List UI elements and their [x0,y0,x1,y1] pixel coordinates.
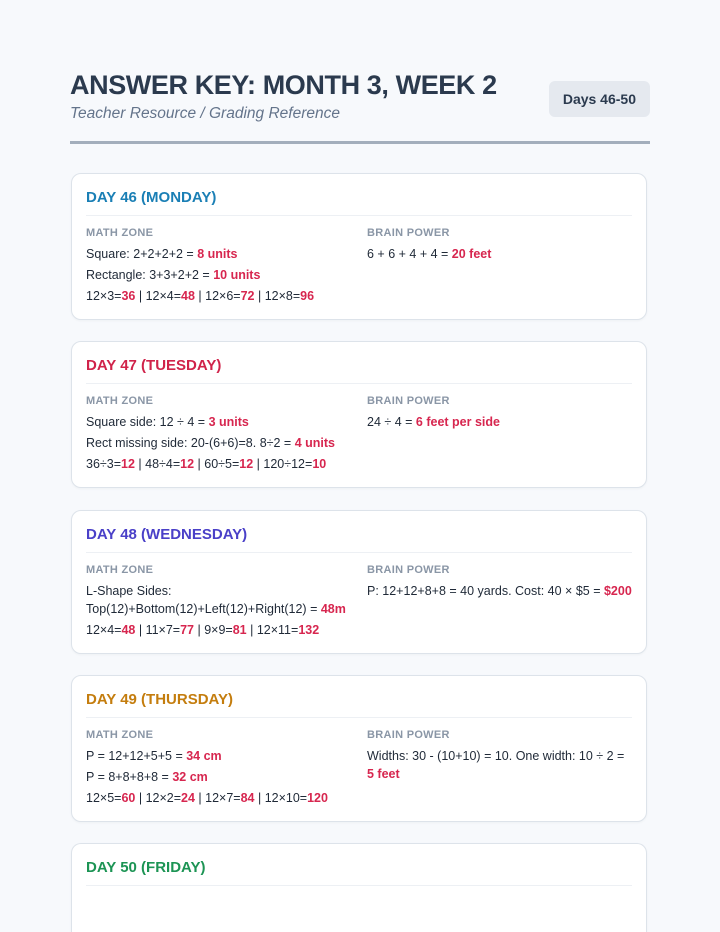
problem-text: 36÷3= [86,457,122,471]
card-divider [86,885,632,886]
math-zone-label: MATH ZONE [86,564,154,576]
answer-value: 10 [312,457,327,471]
problem-text: 6 + 6 + 4 + 4 = [367,247,452,261]
math-zone-lines [86,582,367,639]
answer-value: 60 [121,791,136,805]
problem-text: L-Shape Sides: Top(12)+Bottom(12)+Left(12)+Right(12) = [86,584,321,616]
answer-value: 4 units [294,436,335,450]
math-zone-lines [86,747,367,807]
problem-text: | 12×4= [135,289,182,303]
brain-power-lines [367,245,632,263]
brain-power [367,729,632,810]
answer-line [367,582,632,600]
answer-value: 48m [320,602,346,616]
answer-value: 84 [240,791,255,805]
page-header [70,66,650,146]
problem-text: Square: 2+2+2+2 = [86,247,198,261]
answer-value: 72 [240,289,255,303]
problem-text: Rect missing side: 20-(6+6)=8. 8÷2 = [86,436,295,450]
brain-power-label: BRAIN POWER [367,729,450,741]
problem-text: P = 12+12+5+5 = [86,749,187,763]
math-zone-label: MATH ZONE [86,729,154,741]
problem-text: | 9×9= [194,623,233,637]
answer-value: 8 units [197,247,238,261]
math-zone-label: MATH ZONE [86,395,154,407]
problem-text: 12×5= [86,791,122,805]
problem-text: | 12×11= [246,623,299,637]
brain-power [367,395,632,476]
answer-line [86,582,367,618]
problem-text: Rectangle: 3+3+2+2 = [86,268,214,282]
answer-value: 36 [121,289,136,303]
brain-power [367,227,632,308]
problem-text: P: 12+12+8+8 = 40 yards. Cost: 40 × $5 = [367,584,604,598]
answer-value: 34 cm [186,749,222,763]
problem-text: | 60÷5= [194,457,240,471]
day-card-46 [71,173,647,320]
answer-value: 120 [307,791,328,805]
answer-value: 10 units [213,268,261,282]
problem-text: | 12×2= [135,791,182,805]
days-range-badge: Days 46-50 [549,81,650,117]
answer-line [86,768,367,786]
problem-text: | 12×10= [254,791,308,805]
problem-text: | 120÷12= [253,457,313,471]
answer-value: 12 [121,457,135,471]
math-zone [86,395,367,476]
answer-value: 12 [239,457,254,471]
answer-value: $200 [603,584,632,598]
problem-text: | 12×8= [254,289,301,303]
answer-line [86,245,367,263]
day-card-50 [71,843,647,932]
math-zone-lines [86,245,367,305]
answer-line [367,747,632,783]
math-zone-label: MATH ZONE [86,227,154,239]
problem-text: P = 8+8+8+8 = [86,770,173,784]
answer-line [86,266,367,284]
day-title: DAY 50 (FRIDAY) [86,859,206,876]
day-title: DAY 47 (TUESDAY) [86,357,222,374]
answer-line [86,747,367,765]
day-title: DAY 46 (MONDAY) [86,189,217,206]
problem-text: | 48÷4= [134,457,181,471]
day-card-49 [71,675,647,822]
page-title: ANSWER KEY: MONTH 3, WEEK 2 [70,70,497,100]
brain-power-label: BRAIN POWER [367,227,450,239]
problem-text: 12×3= [86,289,122,303]
answer-value: 32 cm [172,770,208,784]
day-title: DAY 49 (THURSDAY) [86,691,233,708]
answer-line [86,621,367,639]
brain-power-label: BRAIN POWER [367,395,450,407]
problem-text: | 11×7= [135,623,181,637]
day-title: DAY 48 (WEDNESDAY) [86,526,248,543]
answer-value: 48 [121,623,136,637]
brain-power [367,564,632,642]
problem-text: 24 ÷ 4 = [367,415,416,429]
answer-line [86,455,367,473]
math-zone-lines [86,413,367,473]
answer-value: 6 feet per side [415,415,500,429]
header-divider [70,141,650,144]
problem-text: Square side: 12 ÷ 4 = [86,415,209,429]
problem-text: | 12×7= [194,791,241,805]
brain-power-lines [367,582,632,600]
math-zone [86,564,367,642]
problem-text: 12×4= [86,623,122,637]
answer-line [367,245,632,263]
answer-line [86,287,367,305]
day-card-48 [71,510,647,654]
page-subtitle: Teacher Resource / Grading Reference [70,105,340,122]
answer-value: 20 feet [451,247,492,261]
answer-value: 132 [298,623,320,637]
brain-power-lines [367,413,632,431]
answer-value: 12 [180,457,195,471]
answer-value: 24 [181,791,195,805]
problem-text: | 12×6= [194,289,241,303]
answer-line [86,413,367,431]
brain-power-lines [367,747,632,783]
brain-power-label: BRAIN POWER [367,564,450,576]
answer-line [86,434,367,452]
answer-value: 5 feet [367,767,400,781]
math-zone [86,729,367,810]
day-card-47 [71,341,647,488]
answer-value: 96 [300,289,315,303]
answer-value: 3 units [208,415,249,429]
math-zone [86,227,367,308]
problem-text: Widths: 30 - (10+10) = 10. One width: 10 ÷ 2 = [367,749,625,763]
answer-value: 81 [232,623,247,637]
answer-line [367,413,632,431]
answer-value: 48 [181,289,195,303]
answer-line [86,789,367,807]
answer-value: 77 [180,623,195,637]
